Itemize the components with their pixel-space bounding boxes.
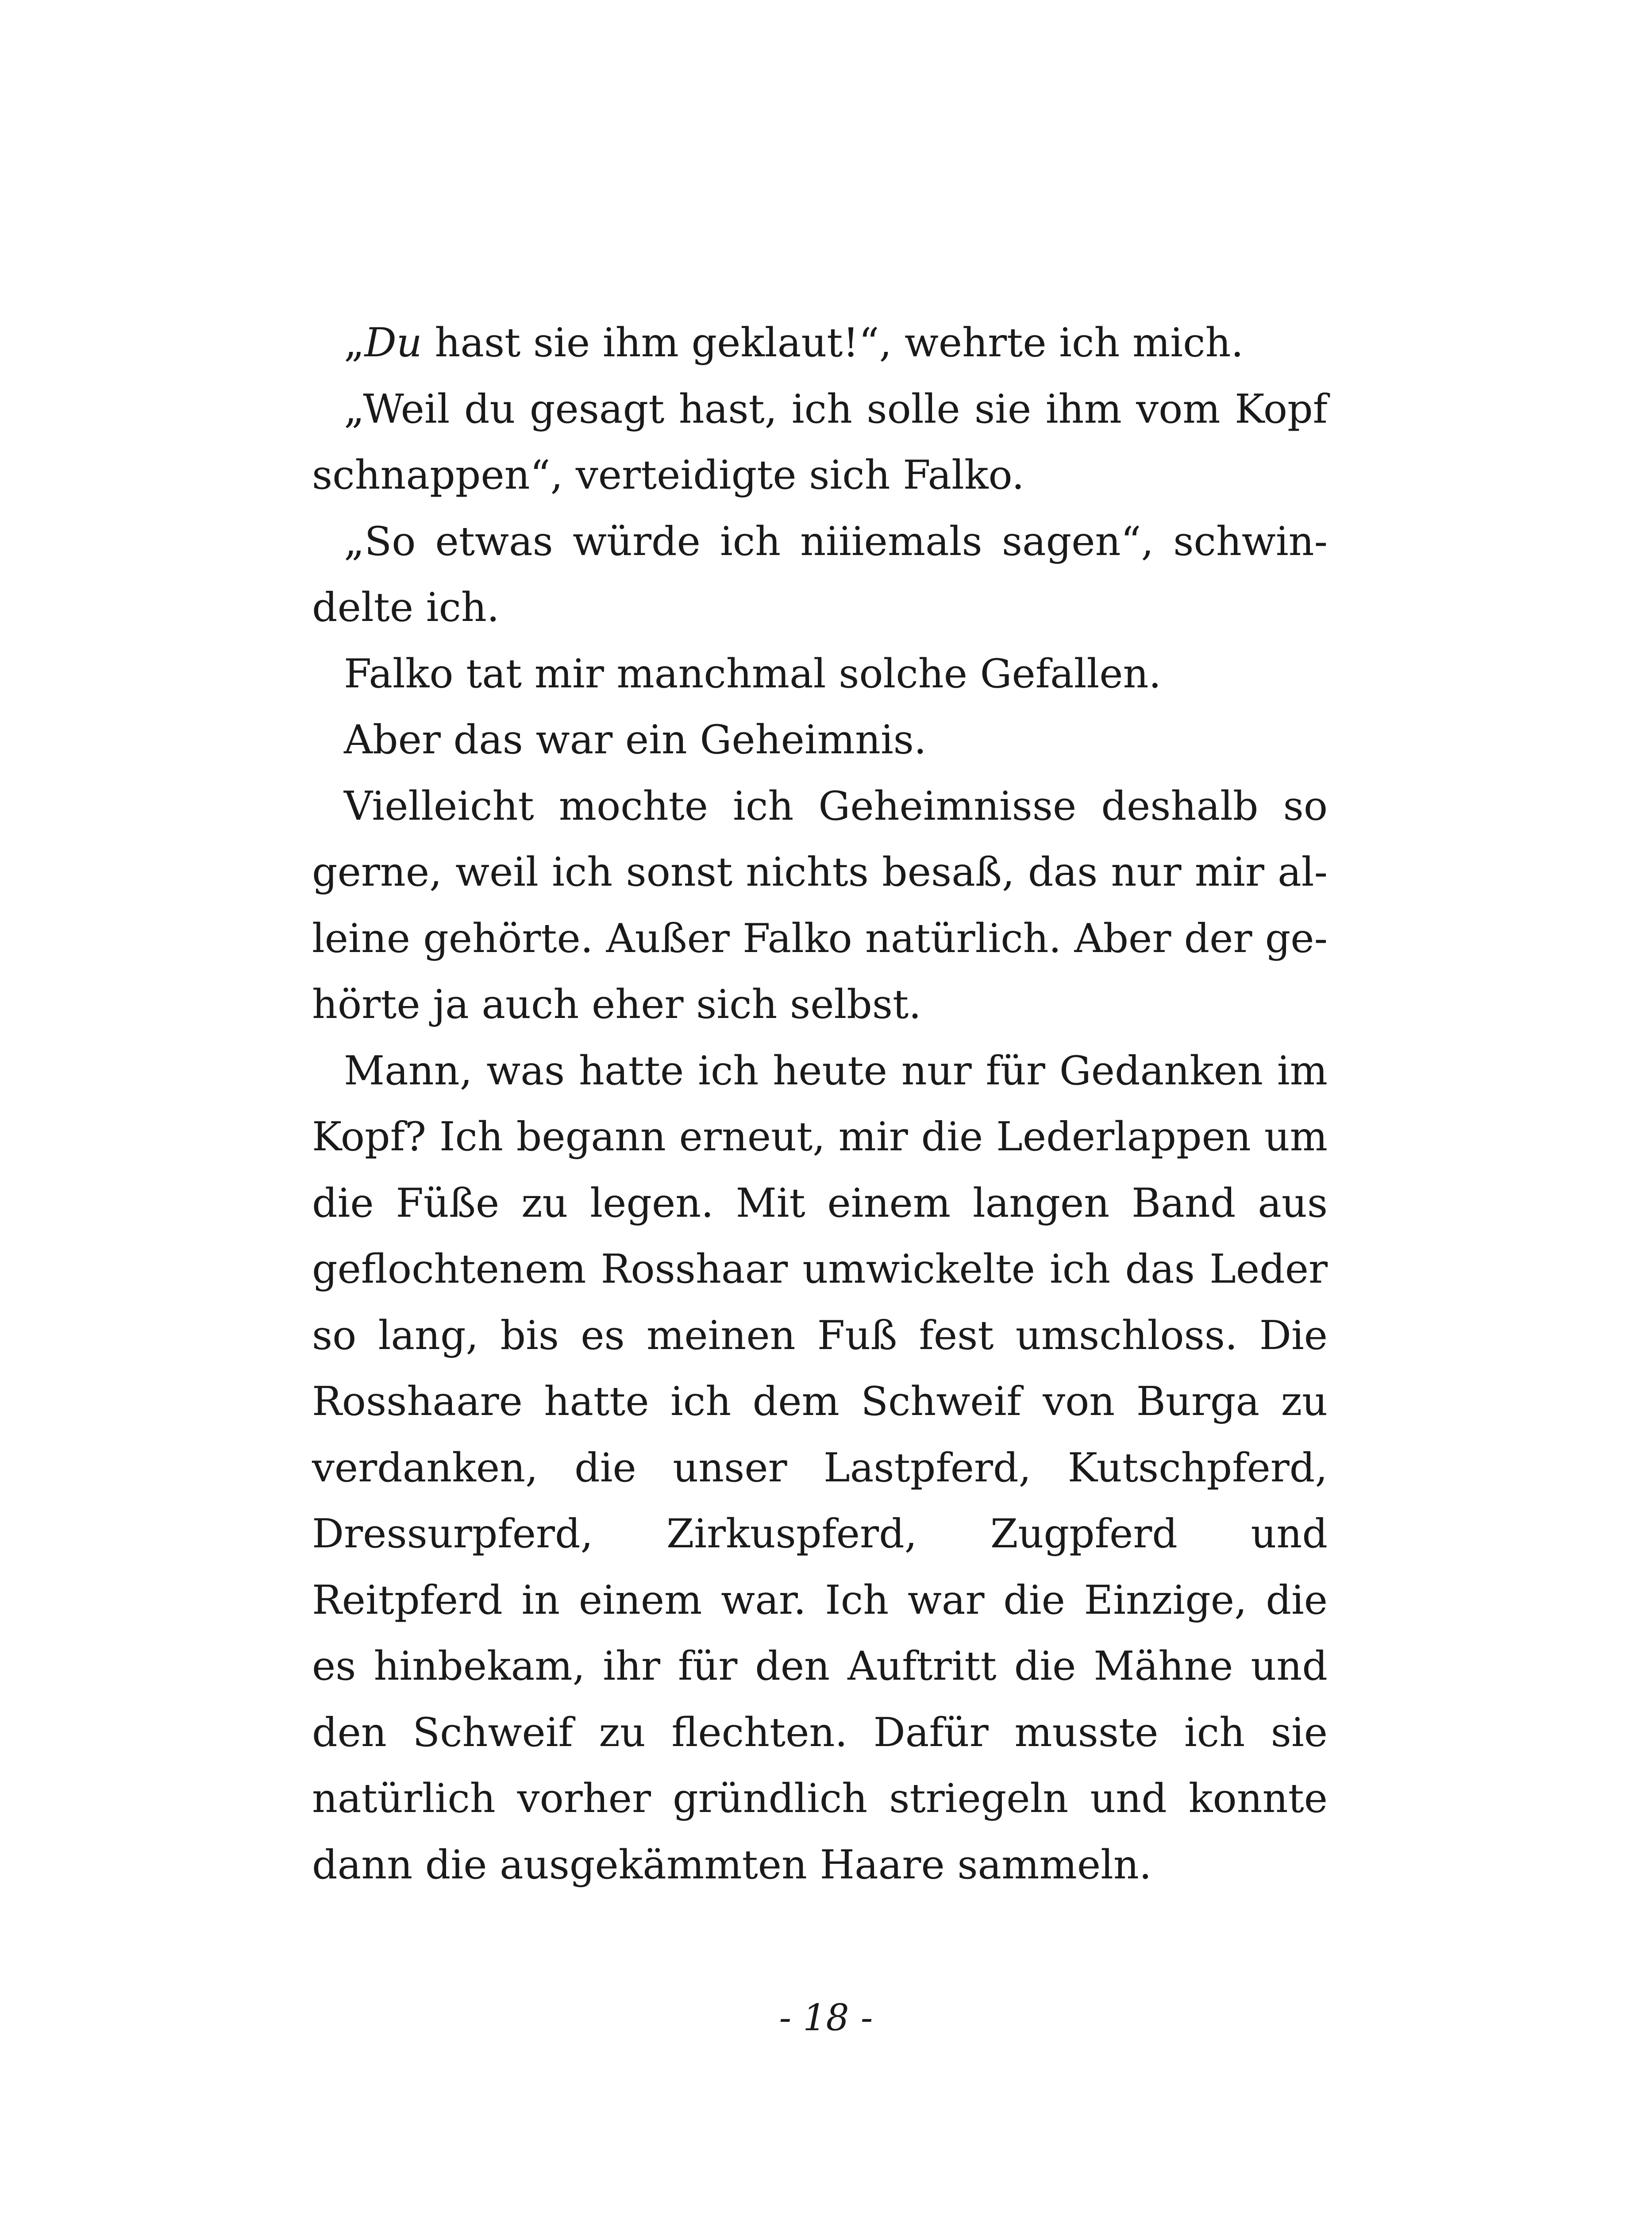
paragraph-1 — [312, 310, 1328, 376]
paragraph-3: „So etwas würde ich niiiemals sagen“, schwindelte ich. — [312, 518, 1328, 631]
paragraph-2: „Weil du gesagt hast, ich solle sie ihm vom Kopf schnappen“, verteidigte sich Falko. — [312, 386, 1328, 498]
paragraph-7: Mann, was hatte ich heute nur für Gedanken im Kopf? Ich begann erneut, mir die Lederlappen um die Füße zu legen. Mit einem langen Band aus geflochtenem Rosshaar umwickelte ich das Leder so lang, bis es meinen Fuß fest umschloss. Die Rosshaare hatte ich dem Schweif von Burga zu verdanken, die unser Lastpferd, Kutschpferd, Dressurpferd, Zirkuspferd, Zugpferd und Reitpferd in einem war. Ich war die Einzige, die es hinbekam, ihr für den Auftritt die Mähne und den Schweif zu flechten. Dafür musste ich sie natürlich vorher gründlich striegeln und konnte dann die ausgekämmten Haare sammeln. — [312, 1047, 1328, 1888]
emphasized-word: Du — [364, 320, 422, 366]
paragraph-6: Vielleicht mochte ich Geheimnisse deshalb so gerne, weil ich sonst nichts besaß, das nur mir alleine gehörte. Außer Falko natürlich. Aber der gehörte ja auch eher sich selbst. — [312, 783, 1328, 1028]
page-number: - 18 - — [779, 1997, 873, 2039]
body-text — [312, 310, 1328, 1898]
paragraph-4: Falko tat mir manchmal solche Gefallen. — [344, 650, 1162, 697]
paragraph-1-rest: hast sie ihm geklaut!“, wehrte ich mich. — [422, 320, 1244, 366]
opening-quote: „ — [344, 320, 365, 366]
paragraph-5: Aber das war ein Geheimnis. — [344, 717, 927, 763]
